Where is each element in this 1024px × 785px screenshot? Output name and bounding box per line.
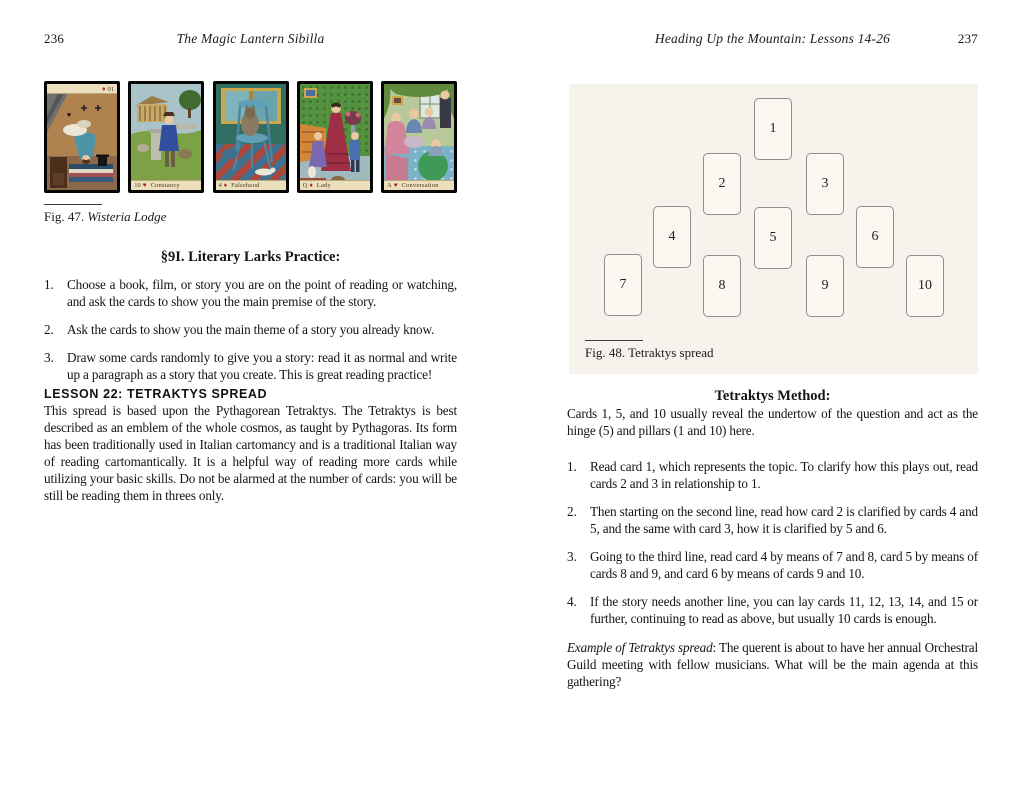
list-item-number: 4. xyxy=(567,594,577,609)
list-item xyxy=(44,349,457,383)
card-label-conversation xyxy=(384,180,454,190)
list-item-number: 2. xyxy=(44,322,54,337)
spread-card-9: 9 xyxy=(806,255,844,317)
list-item xyxy=(567,593,978,627)
list-item xyxy=(567,503,978,537)
card-art-image xyxy=(384,84,454,190)
list-item xyxy=(44,321,457,338)
card-label-falsehood xyxy=(216,180,286,190)
sibilla-card-art-cat-chair xyxy=(216,84,286,190)
running-header-title-right: Heading Up the Mountain: Lessons 14-26 xyxy=(654,31,891,46)
sibilla-card-row xyxy=(44,81,457,193)
list-item-text: Choose a book, film, or story you are on the point of reading or watching, and ask the cards to show you the main premise of the story. xyxy=(67,277,457,309)
figure-48-caption-prefix: Fig. 48. xyxy=(585,345,626,360)
tetraktys-spread-diagram xyxy=(569,84,978,374)
sibilla-card-lady xyxy=(297,81,373,193)
heart-suit-icon: ♥ xyxy=(393,181,398,189)
card-rank: A xyxy=(387,181,392,189)
card-title: Conversation xyxy=(401,181,439,189)
list-item xyxy=(44,276,457,310)
list-item xyxy=(567,548,978,582)
list-item-number: 1. xyxy=(567,459,577,474)
list-item xyxy=(567,458,978,492)
method-heading: Tetraktys Method: xyxy=(714,388,831,404)
list-item-number: 3. xyxy=(44,350,54,365)
practice-section-heading: §9I. Literary Larks Practice: xyxy=(160,249,341,265)
practice-list xyxy=(44,276,457,394)
figure-47-caption-title: Wisteria Lodge xyxy=(87,209,167,224)
left-running-header xyxy=(44,31,457,49)
method-list xyxy=(567,458,978,638)
spread-card-4: 4 xyxy=(653,206,691,268)
card-rank: Q xyxy=(302,181,308,189)
right-page xyxy=(567,0,978,785)
sibilla-card-reversed xyxy=(44,81,120,193)
lesson-heading: LESSON 22: TETRAKTYS SPREAD xyxy=(44,387,268,401)
heart-suit-icon: ♥ xyxy=(142,181,147,189)
list-item-number: 1. xyxy=(44,277,54,292)
card-title: Falsehood xyxy=(231,181,260,189)
example-lead: Example of Tetraktys spread xyxy=(567,640,713,655)
left-page xyxy=(44,0,457,785)
spread-card-1: 1 xyxy=(754,98,792,160)
caption-rule xyxy=(585,340,643,341)
sibilla-card-conversation xyxy=(381,81,457,193)
card-title: Constancy xyxy=(150,181,180,189)
spread-card-2: 2 xyxy=(703,153,741,215)
list-item-text: Draw some cards randomly to give you a story: read it as normal and write up a paragraph as a story that you create. This is great reading practice! xyxy=(67,350,457,382)
spread-card-7: 7 xyxy=(604,254,642,316)
card-rank: 10 xyxy=(107,85,114,93)
caption-rule xyxy=(44,204,102,205)
sibilla-card-falsehood xyxy=(213,81,289,193)
spread-card-5: 5 xyxy=(754,207,792,269)
list-item-text: Read card 1, which represents the topic. To clarify how this plays out, read cards 2 and 3 in relationship to 1. xyxy=(590,459,978,491)
sibilla-card-art-temple xyxy=(131,84,201,190)
lesson-paragraph: This spread is based upon the Pythagorean Tetraktys. The Tetraktys is best described as an emblem of the whole cosmos, as taught by Pythagoras. Its form has been traditionally used in Italian cartomancy and is a traditional Italian way of reading cartomantically. It is a helpful way of reading more cards while utilizing your basic skills. Do not be alarmed at the number of cards: you will be still be reading them in threes only. xyxy=(44,403,457,503)
figure-47-caption xyxy=(44,204,166,225)
right-running-header xyxy=(567,31,978,49)
card-rank: 10 xyxy=(134,181,141,189)
example-paragraph xyxy=(567,639,978,690)
spread-card-10: 10 xyxy=(906,255,944,317)
list-item-text: Going to the third line, read card 4 by means of 7 and 8, card 5 by means of cards 8 and 9, and card 6 by means of cards 9 and 10. xyxy=(590,549,978,581)
spread-card-8: 8 xyxy=(703,255,741,317)
list-item-text: If the story needs another line, you can lay cards 11, 12, 13, 14, and 15 or further, continuing to read as above, but usually 10 cards is enough. xyxy=(590,594,978,626)
spread-card-6: 6 xyxy=(856,206,894,268)
running-header-title-left: The Magic Lantern Sibilla xyxy=(176,31,325,46)
card-rank: 4 xyxy=(218,181,222,189)
card-art-image xyxy=(216,84,286,190)
example-text: : The querent is about to have her annual Orchestral Guild meeting with fellow musicians. What will be the main agenda at this gathering? xyxy=(567,640,979,689)
list-item-text: Then starting on the second line, read how card 2 is clarified by cards 4 and 5, and the same with card 3, how it is clarified by 5 and 6. xyxy=(590,504,978,536)
card-art-image xyxy=(131,84,201,190)
figure-48-caption xyxy=(585,340,713,361)
method-intro-paragraph: Cards 1, 5, and 10 usually reveal the undertow of the question and act as the hinge (5) and pillars (1 and 10) here. xyxy=(567,406,978,438)
list-item-number: 2. xyxy=(567,504,577,519)
diamond-suit-icon: ♦ xyxy=(102,85,106,93)
card-art-image xyxy=(47,84,117,190)
card-art-image xyxy=(300,84,370,190)
diamond-suit-icon: ♦ xyxy=(223,181,228,189)
card-label-constancy xyxy=(131,180,201,190)
card-label-reversed xyxy=(47,84,117,94)
sibilla-card-art-conversation xyxy=(384,84,454,190)
list-item-text: Ask the cards to show you the main theme of a story you already know. xyxy=(67,322,435,337)
figure-47-caption-prefix: Fig. 47. xyxy=(44,209,85,224)
sibilla-card-constancy xyxy=(128,81,204,193)
sibilla-card-art-parlour xyxy=(47,84,117,190)
page-number-right: 237 xyxy=(957,31,978,46)
diamond-suit-icon: ♦ xyxy=(309,181,313,189)
card-title: Lady xyxy=(316,181,331,189)
page-number-left: 236 xyxy=(44,31,65,46)
list-item-number: 3. xyxy=(567,549,577,564)
figure-48-caption-title: Tetraktys spread xyxy=(628,345,714,360)
spread-card-3: 3 xyxy=(806,153,844,215)
sibilla-card-art-lady-children xyxy=(300,84,370,190)
card-label-lady xyxy=(300,180,370,190)
